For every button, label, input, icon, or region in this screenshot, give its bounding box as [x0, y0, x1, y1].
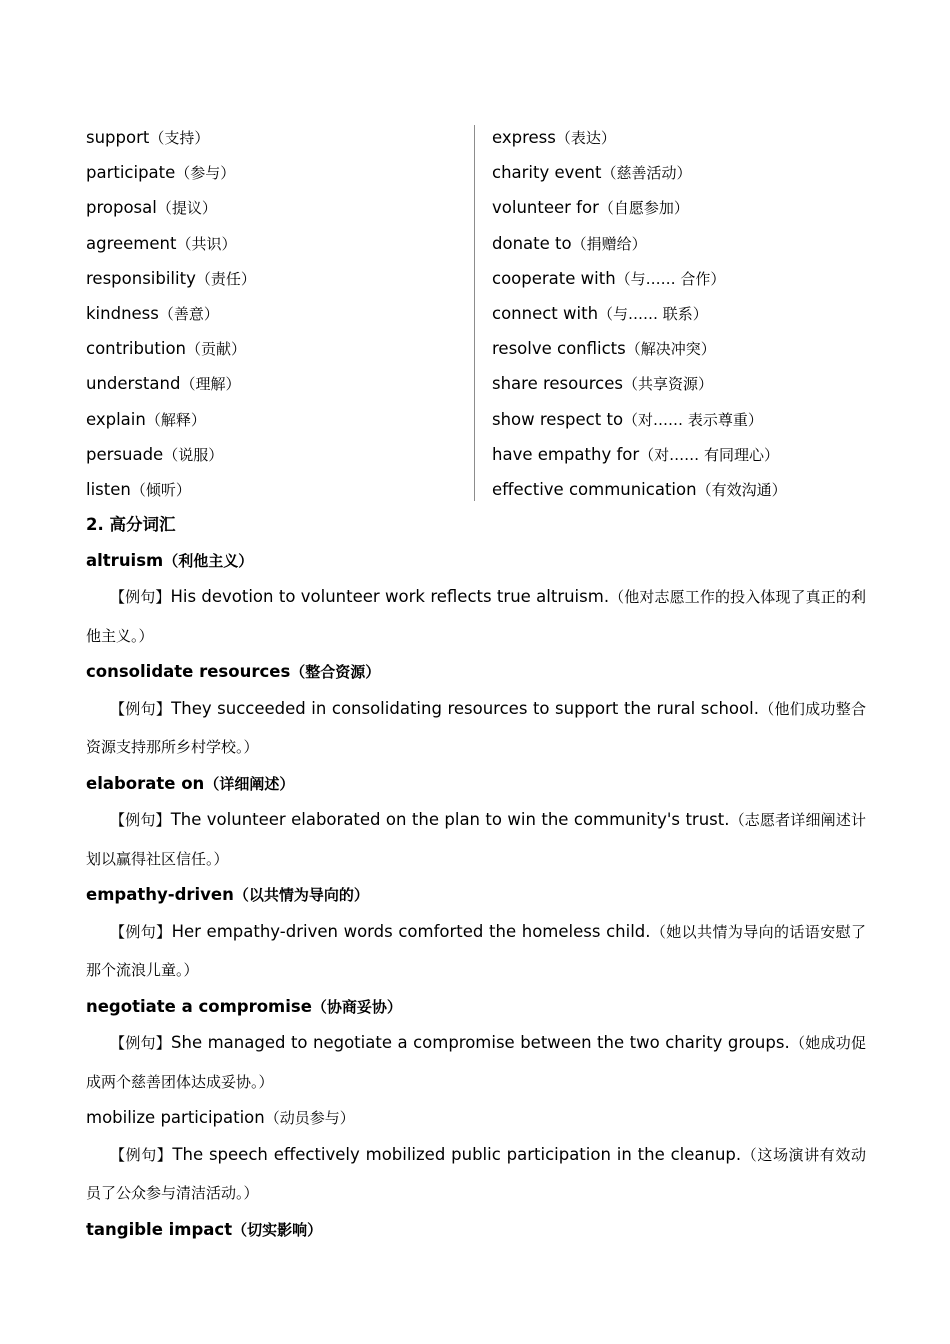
vocab-item: persuade（说服）: [86, 444, 224, 464]
advanced-vocab-section: [86, 507, 866, 1247]
vocab-item: understand（理解）: [86, 374, 241, 394]
vocab-item: have empathy for（对…… 有同理心）: [492, 444, 779, 464]
example-sentence: 【例句】The volunteer elaborated on the plan to win the community's trust.（志愿者详细阐述计划以赢得社区信任。）: [86, 810, 866, 868]
vocab-item: agreement（共识）: [86, 233, 237, 253]
term-heading: empathy-driven（以共情为导向的）: [86, 885, 369, 904]
term-heading: tangible impact（切实影响）: [86, 1219, 323, 1239]
example-sentence: 【例句】They succeeded in consolidating resources to support the rural school.（他们成功整合资源支持那所乡村学校。）: [86, 698, 866, 756]
vocab-item: express（表达）: [492, 128, 616, 147]
vocab-item: donate to（捐赠给）: [492, 233, 647, 253]
term-heading: altruism（利他主义）: [86, 550, 254, 570]
vocab-item: connect with（与…… 联系）: [492, 303, 708, 323]
vocab-item: listen（倾听）: [86, 479, 191, 499]
vocab-item: share resources（共享资源）: [492, 374, 713, 394]
example-sentence: 【例句】She managed to negotiate a compromise between the two charity groups.（她成功促成两个慈善团体达成妥协。）: [86, 1033, 866, 1091]
vocab-item: support（支持）: [86, 128, 210, 147]
vocab-item: cooperate with（与…… 合作）: [492, 268, 726, 288]
example-sentence: 【例句】The speech effectively mobilized public participation in the cleanup.（这场演讲有效动员了公众参与清洁活动。）: [86, 1144, 866, 1202]
vocab-item: responsibility（责任）: [86, 268, 256, 288]
vocab-item: proposal（提议）: [86, 198, 217, 218]
term-heading: elaborate on（详细阐述）: [86, 773, 295, 793]
vocab-item: volunteer for（自愿参加）: [492, 198, 689, 218]
vocab-column-left: [86, 120, 256, 507]
example-sentence: 【例句】His devotion to volunteer work reflects true altruism.（他对志愿工作的投入体现了真正的利他主义。）: [86, 587, 866, 645]
vocab-item: explain（解释）: [86, 409, 206, 429]
vocab-item: kindness（善意）: [86, 303, 219, 323]
vocab-item: charity event（慈善活动）: [492, 163, 692, 183]
section-heading: 2. 高分词汇: [86, 515, 176, 534]
term-heading: mobilize participation（动员参与）: [86, 1108, 355, 1127]
column-divider: [474, 125, 475, 501]
vocab-item: resolve conflicts（解决冲突）: [492, 339, 716, 359]
term-heading: negotiate a compromise（协商妥协）: [86, 996, 402, 1016]
vocab-column-right: [492, 120, 787, 507]
vocab-item: contribution（贡献）: [86, 339, 247, 359]
example-sentence: 【例句】Her empathy-driven words comforted the homeless child.（她以共情为导向的话语安慰了那个流浪儿童。）: [86, 921, 866, 979]
vocab-item: effective communication（有效沟通）: [492, 479, 787, 499]
vocab-item: show respect to（对…… 表示尊重）: [492, 409, 763, 429]
vocab-item: participate（参与）: [86, 163, 236, 183]
term-heading: consolidate resources（整合资源）: [86, 662, 381, 681]
